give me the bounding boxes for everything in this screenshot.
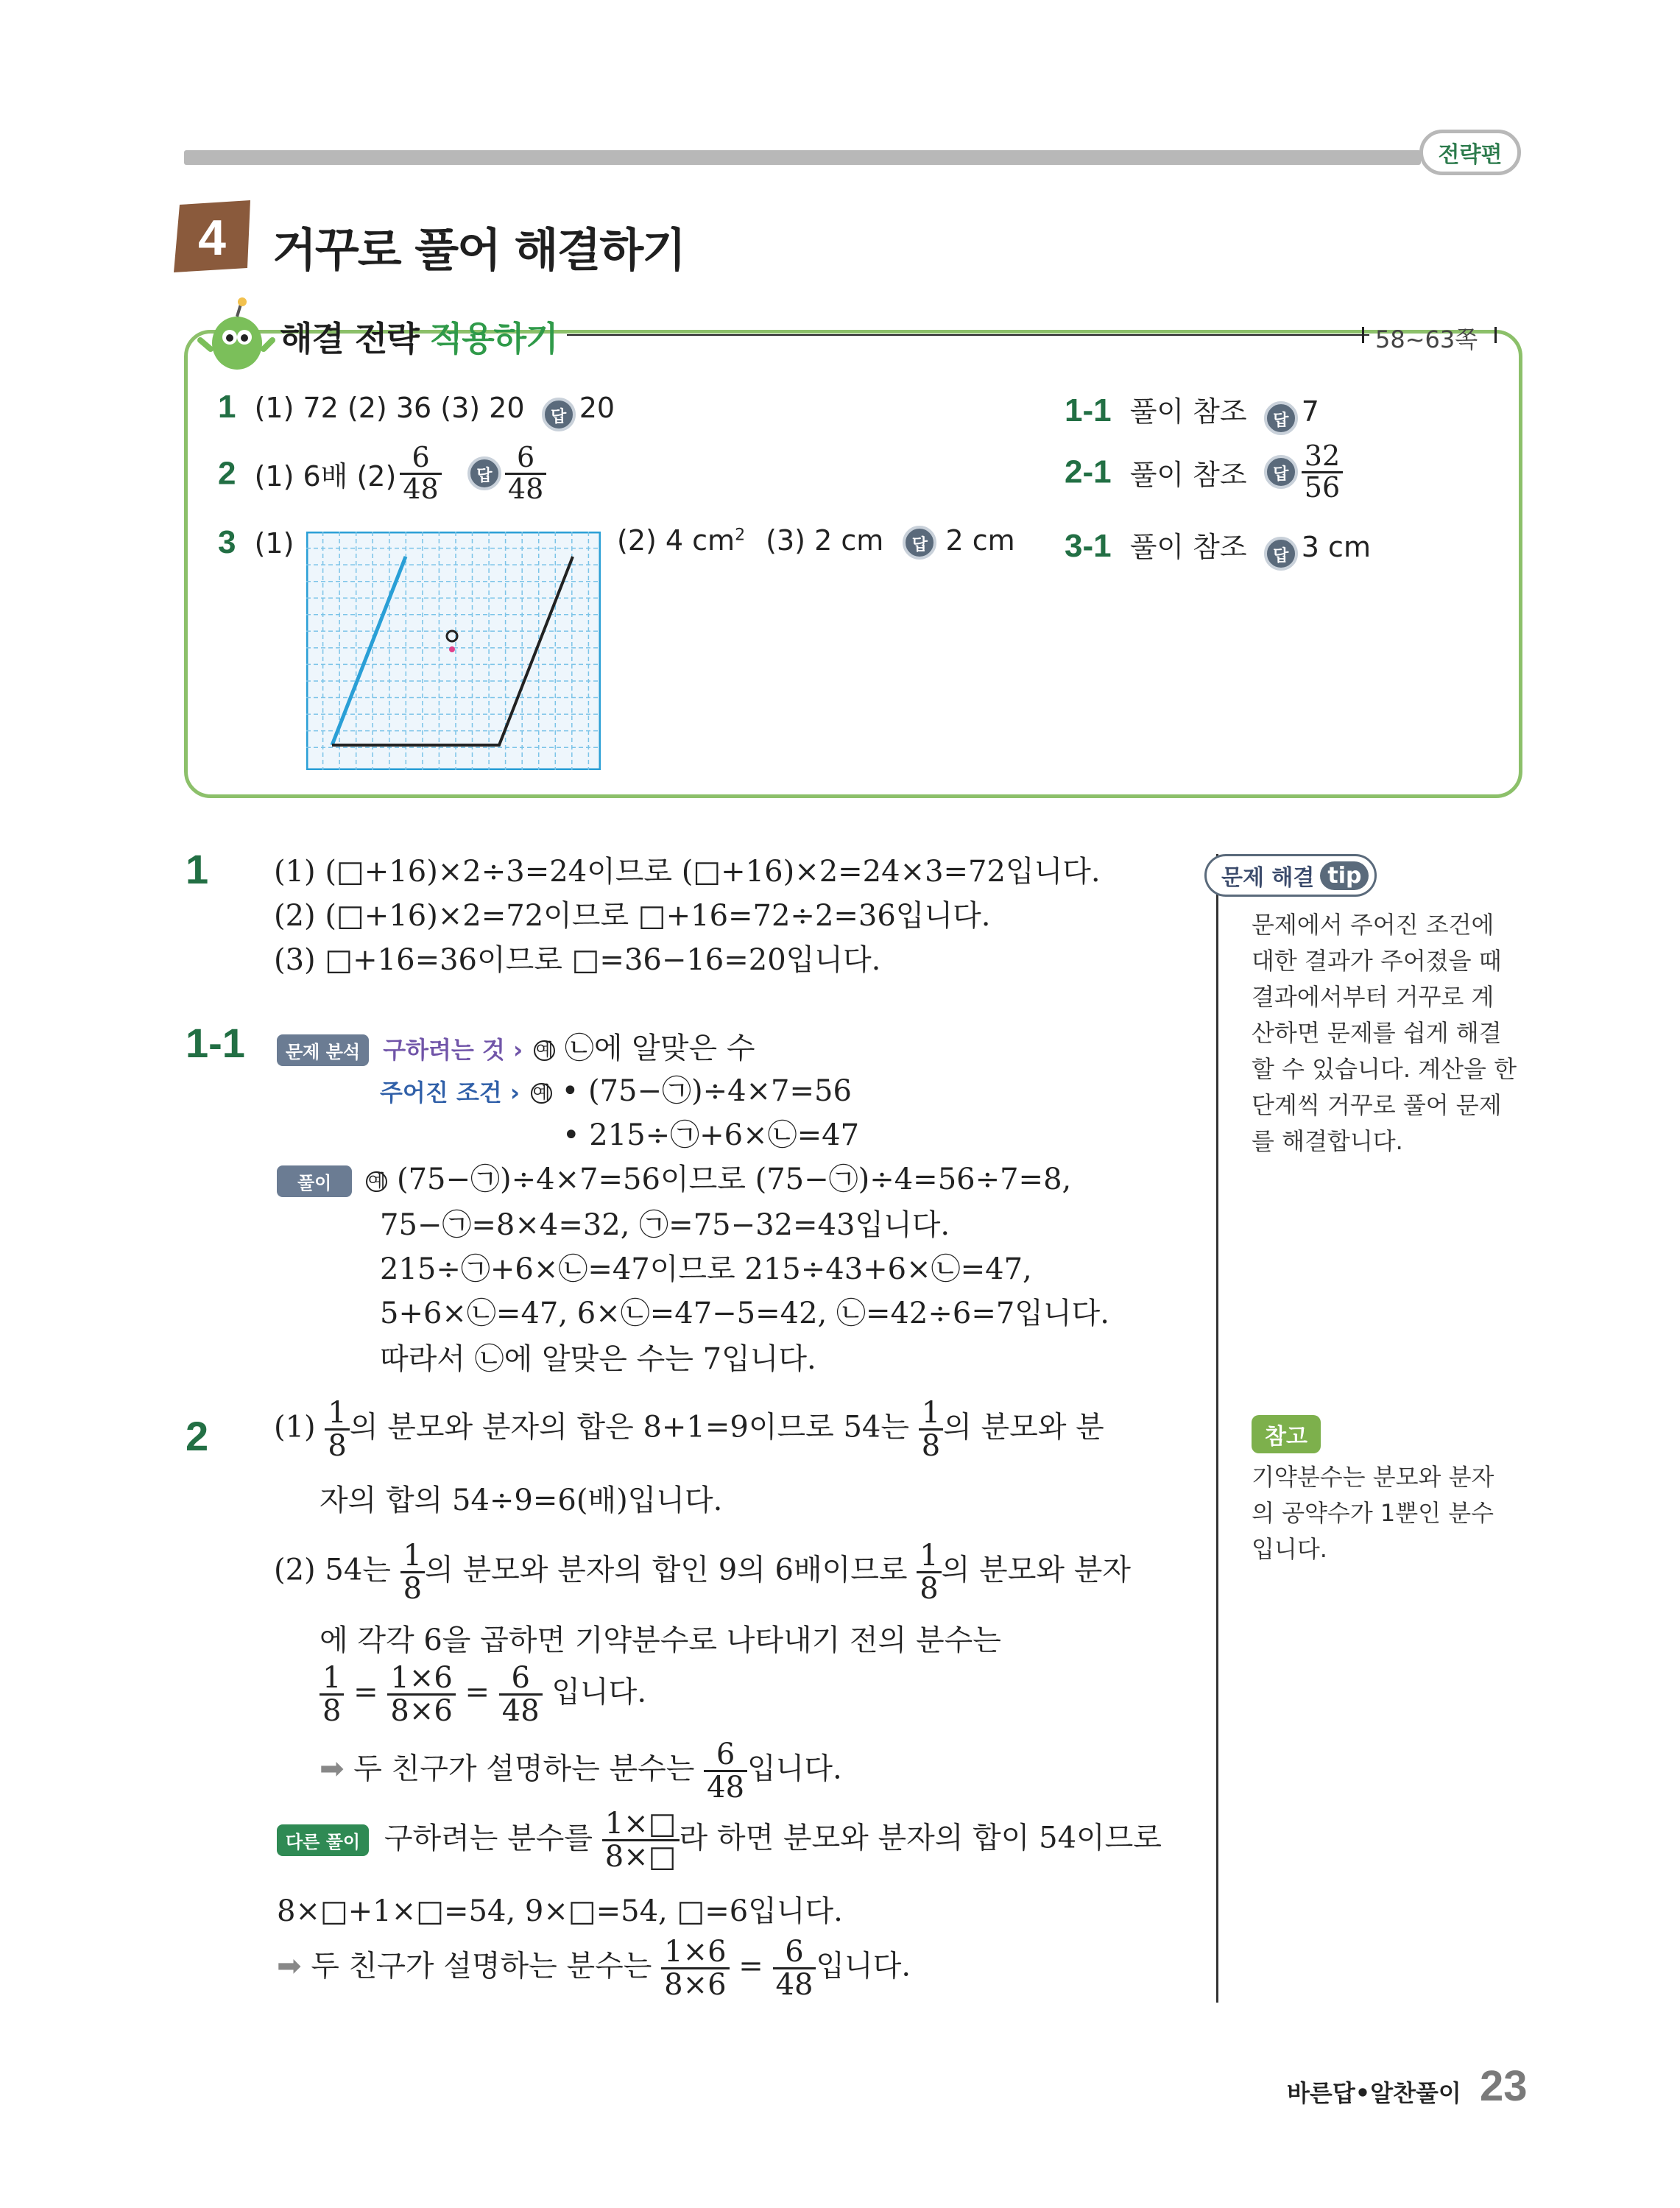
rule-tick [1494, 327, 1497, 343]
p2-arrow-2: ➡ 두 친구가 설명하는 분수는 $\frac{1\times 6}{8\times 6}$ = $\frac{6}{48}$ 입니다. [277, 1935, 911, 2002]
answer-icon: 답 [542, 398, 576, 431]
answer-icon: 답 [1264, 537, 1298, 571]
reference-text: 기약분수는 분모와 분자 의 공약수가 1뿐인 분수 입니다. [1252, 1463, 1494, 1563]
sidebar-divider [1216, 854, 1218, 2003]
p2-line-a2: 자의 합의 54÷9=6(배)입니다. [320, 1484, 723, 1517]
answer-row-2-1: 2-1 풀이 참조 답 $\frac{32}{56}$ [1065, 442, 1343, 503]
section-number-badge [174, 200, 255, 274]
p2-other-row: 다른 풀이 구하려는 분수를 $\frac{1\times□}{8\times□}$ 라 하면 분모와 분자의 합이 54이므로 [277, 1808, 1162, 1872]
tip-header: 문제 해결 tip [1204, 854, 1377, 897]
p11-given-row: 주어진 조건 › 예 • (75−㉠)÷4×7=56 [380, 1074, 852, 1108]
reference-badge: 참고 [1252, 1415, 1321, 1453]
box-title-rule [567, 334, 1369, 336]
p11-sol-5: 따라서 ㉡에 알맞은 수는 7입니다. [380, 1342, 816, 1376]
answer-row-1: 1 (1) 72 (2) 36 (3) 20 답 20 [218, 389, 615, 431]
p2-line-b3: $\frac{1}{8}$ = $\frac{1\times 6}{8\times 6}$ = $\frac{6}{48}$ 입니다. [320, 1662, 646, 1726]
grid-figure [306, 532, 601, 770]
problem-number-2: 2 [186, 1413, 209, 1459]
p11-sol-2: 75−㉠=8×4=32, ㉠=75−32=43입니다. [380, 1208, 950, 1242]
answer-icon: 답 [1264, 455, 1298, 489]
p1-line-3: (3) □+16=36이므로 □=36−16=20입니다. [274, 943, 881, 977]
p2-other-2: 8×□+1×□=54, 9×□=54, □=6입니다. [277, 1894, 843, 1928]
example-icon: 예 [534, 1040, 555, 1062]
arrow-icon: ➡ [320, 1752, 345, 1786]
p11-solution-row: 풀이 예 (75−㉠)÷4×7=56이므로 (75−㉠)÷4=56÷7=8, [277, 1156, 1071, 1198]
header-rule [184, 150, 1421, 165]
p1-line-1: (1) (□+16)×2÷3=24이므로 (□+16)×2=24×3=72입니다. [274, 855, 1101, 889]
p2-line-b2: 에 각각 6을 곱하면 기약분수로 나타내기 전의 분수는 [320, 1623, 1001, 1657]
example-icon: 예 [366, 1171, 387, 1193]
p11-sol-4: 5+6×㉡=47, 6×㉡=47−5=42, ㉡=42÷6=7입니다. [380, 1297, 1109, 1330]
example-icon: 예 [531, 1083, 552, 1104]
other-solution-tag: 다른 풀이 [277, 1824, 369, 1856]
tip-text: 문제에서 주어진 조건에 대한 결과가 주어졌을 때 결과에서부터 거꾸로 계 산하면 문제를 쉽게 해결 할 수 있습니다. 계산을 한 단계씩 거꾸로 풀어 문제 를 해결합니다. [1252, 911, 1517, 1155]
answer-row-3-rest: (2) 4 $cm^2$ (3) 2 cm 답 2 cm [617, 524, 1015, 560]
answer-row-3: 3 (1) [218, 524, 294, 560]
solution-tag: 풀이 [277, 1165, 352, 1197]
answer-row-2: 2 (1) 6배 (2) $\frac{6}{48}$ 답 $\frac{6}{48}$ [218, 443, 546, 504]
problem-number-1-1: 1-1 [186, 1020, 245, 1066]
arrow-icon: ➡ [277, 1949, 302, 1983]
p2-line-b: (2) 54는 $\frac{1}{8}$ 의 분모와 분자의 합인 9의 6배이므로 $\frac{1}{8}$ 의 분모와 분자 [274, 1539, 1131, 1606]
p11-analysis-row: 문제 분석 구하려는 것 › 예 ㉡에 알맞은 수 [277, 1025, 755, 1067]
analysis-tag: 문제 분석 [277, 1034, 369, 1066]
problem-number-1: 1 [186, 846, 209, 892]
p11-given-2: • 215÷㉠+6×㉡=47 [562, 1118, 860, 1152]
p1-line-2: (2) (□+16)×2=72이므로 □+16=72÷2=36입니다. [274, 899, 991, 933]
answer-icon: 답 [1264, 401, 1298, 435]
answer-row-1-1: 1-1 풀이 참조 답 7 [1065, 389, 1319, 435]
mascot-icon [196, 296, 277, 377]
section-number: 4 [198, 210, 226, 266]
page-number: 23 [1480, 2062, 1528, 2110]
answer-icon: 답 [903, 526, 936, 560]
p2-line-a: (1) $\frac{1}{8}$ 의 분모와 분자의 합은 8+1=9이므로 54는 $\frac{1}{8}$ 의 분모와 분 [274, 1396, 1104, 1463]
answer-icon: 답 [467, 456, 501, 490]
section-badge: 전략편 [1419, 130, 1521, 175]
answer-row-3-1: 3-1 풀이 참조 답 3 cm [1065, 524, 1371, 571]
page-reference: 58~63쪽 [1375, 325, 1478, 353]
p2-arrow-1: ➡ 두 친구가 설명하는 분수는 $\frac{6}{48}$ 입니다. [320, 1738, 842, 1805]
strategy-title: 해결 전략 적용하기 [280, 319, 558, 359]
footer-title: 바른답•알찬풀이 [1287, 2079, 1461, 2107]
p11-sol-3: 215÷㉠+6×㉡=47이므로 215÷43+6×㉡=47, [380, 1252, 1032, 1286]
section-title: 거꾸로 풀어 해결하기 [272, 223, 685, 277]
rule-tick [1362, 327, 1364, 343]
